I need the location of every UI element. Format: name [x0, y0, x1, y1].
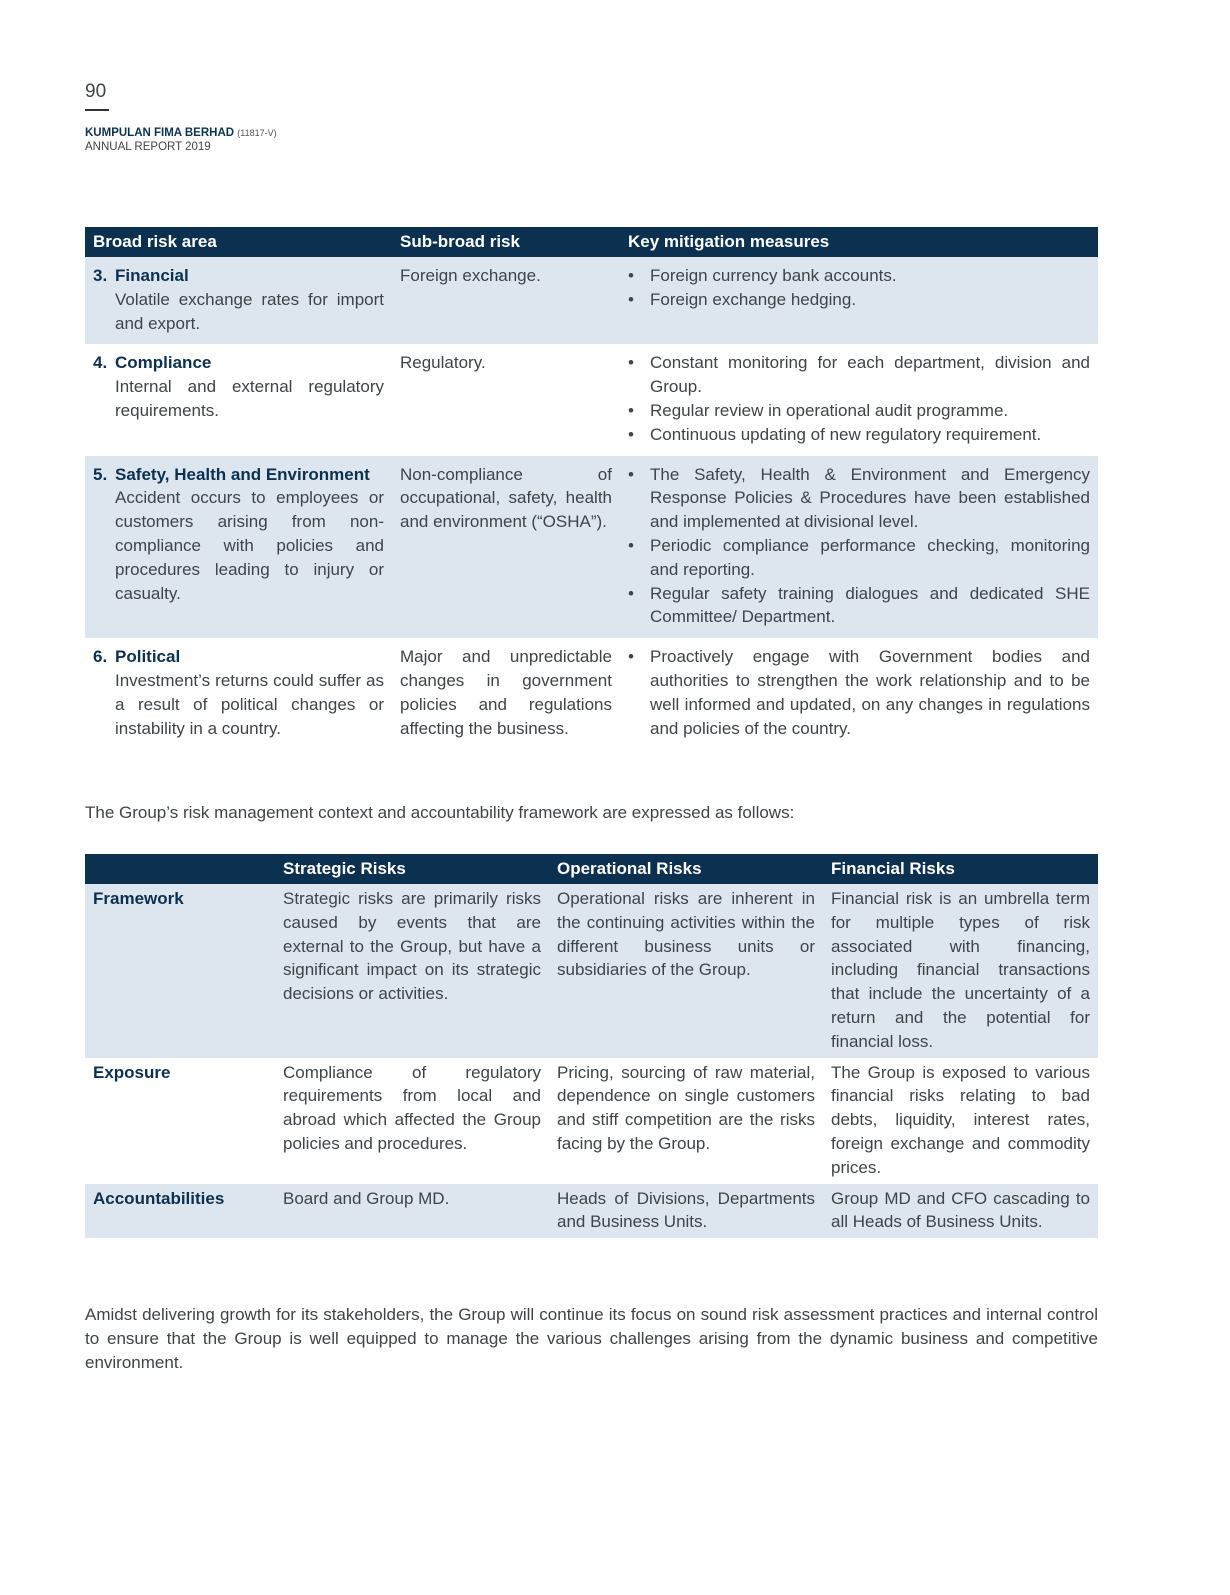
risk-area-title: Safety, Health and Environment: [115, 464, 370, 484]
strategic-risk-cell: Compliance of regulatory requirements from local and abroad which affected the Group policies and procedures.: [275, 1058, 549, 1184]
financial-risk-cell: Financial risk is an umbrella term for multiple types of risk associated with financing, including financial transactions that include the uncertainty of a return and the potential for financial loss.: [823, 884, 1098, 1058]
column-header: [85, 854, 275, 884]
page-number: 90: [85, 81, 107, 102]
financial-risk-cell: Group MD and CFO cascading to all Heads of Business Units.: [823, 1184, 1098, 1239]
risk-area-description: Investment’s returns could suffer as a result of political changes or instability in a country.: [115, 670, 384, 738]
risk-number: 3.: [93, 266, 108, 285]
row-header: Framework: [85, 884, 275, 1058]
framework-intro-text: The Group’s risk management context and accountability framework are expressed as follows:: [85, 803, 795, 822]
mitigation-cell: [620, 344, 1098, 455]
mitigation-item: • Periodic compliance performance checking, monitoring and reporting.: [628, 534, 1090, 582]
table-row: [85, 1058, 1098, 1184]
page-number-rule: [85, 109, 109, 111]
mitigation-cell: [620, 257, 1098, 344]
column-header: Strategic Risks: [275, 854, 549, 884]
mitigation-item: • Regular review in operational audit programme.: [628, 399, 1090, 423]
column-header: Broad risk area: [85, 227, 392, 257]
financial-risk-cell: The Group is exposed to various financial risks relating to bad debts, liquidity, interest rates, foreign exchange and commodity prices.: [823, 1058, 1098, 1184]
sub-broad-risk-cell: Regulatory.: [392, 344, 620, 455]
operational-risk-cell: Operational risks are inherent in the continuing activities within the different business units or subsidiaries of the Group.: [549, 884, 823, 1058]
broad-risk-cell: [85, 257, 392, 344]
mitigation-item: • Continuous updating of new regulatory requirement.: [628, 423, 1090, 447]
sub-broad-risk-cell: Non-compliance of occupational, safety, health and environment (“OSHA”).: [392, 456, 620, 639]
running-header: [85, 126, 277, 154]
column-header: Key mitigation measures: [620, 227, 1098, 257]
table-row: [85, 344, 1098, 455]
row-header: Accountabilities: [85, 1184, 275, 1239]
table-row: [85, 456, 1098, 639]
operational-risk-cell: Heads of Divisions, Departments and Business Units.: [549, 1184, 823, 1239]
strategic-risk-cell: Board and Group MD.: [275, 1184, 549, 1239]
risk-framework-table: [85, 854, 1098, 1238]
column-header: Financial Risks: [823, 854, 1098, 884]
table-row: [85, 638, 1098, 749]
closing-paragraph: Amidst delivering growth for its stakeholders, the Group will continue its focus on sound risk assessment practices and internal control to ensure that the Group is well equipped to manage the various challenges arising from the dynamic business and competitive environment.: [85, 1305, 1098, 1372]
risk-area-description: Accident occurs to employees or customers arising from non-compliance with policies and procedures leading to injury or casualty.: [115, 488, 384, 603]
operational-risk-cell: Pricing, sourcing of raw material, dependence on single customers and stiff competition are the risks facing by the Group.: [549, 1058, 823, 1184]
risk-area-title: Financial: [115, 266, 189, 285]
risk-number: 6.: [93, 647, 108, 667]
company-registration: (11817-V): [237, 128, 277, 138]
table-header-row: [85, 854, 1098, 884]
company-name: KUMPULAN FIMA BERHAD: [85, 127, 235, 139]
table-row: [85, 1184, 1098, 1239]
mitigation-cell: [620, 638, 1098, 749]
sub-broad-risk-cell: Foreign exchange.: [392, 257, 620, 344]
mitigation-item: • Proactively engage with Government bodies and authorities to strengthen the work relationship and to be well informed and updated, on any changes in regulations and policies of the country.: [628, 645, 1090, 740]
mitigation-item: • Constant monitoring for each department, division and Group.: [628, 351, 1090, 399]
mitigation-item: • Foreign exchange hedging.: [628, 288, 1090, 312]
mitigation-item: • The Safety, Health & Environment and Emergency Response Policies & Procedures have been established and implemented at divisional level.: [628, 463, 1090, 534]
mitigation-item: • Regular safety training dialogues and dedicated SHE Committee/ Department.: [628, 582, 1090, 630]
column-header: Sub-broad risk: [392, 227, 620, 257]
risk-mitigation-table: [85, 227, 1098, 749]
column-header: Operational Risks: [549, 854, 823, 884]
row-header: Exposure: [85, 1058, 275, 1184]
broad-risk-cell: [85, 456, 392, 639]
risk-area-description: Internal and external regulatory requirements.: [115, 377, 384, 420]
table-header-row: [85, 227, 1098, 257]
table-row: [85, 884, 1098, 1058]
mitigation-item: • Foreign currency bank accounts.: [628, 264, 1090, 288]
table-row: [85, 257, 1098, 344]
risk-area-description: Volatile exchange rates for import and export.: [115, 289, 384, 333]
report-title: ANNUAL REPORT 2019: [85, 141, 211, 153]
mitigation-cell: [620, 456, 1098, 639]
broad-risk-cell: [85, 344, 392, 455]
risk-area-title: Compliance: [115, 353, 212, 373]
broad-risk-cell: [85, 638, 392, 749]
risk-area-title: Political: [115, 647, 181, 667]
strategic-risk-cell: Strategic risks are primarily risks caused by events that are external to the Group, but have a significant impact on its strategic decisions or activities.: [275, 884, 549, 1058]
risk-number: 4.: [93, 353, 108, 373]
sub-broad-risk-cell: Major and unpredictable changes in government policies and regulations affecting the business.: [392, 638, 620, 749]
risk-number: 5.: [93, 464, 108, 484]
